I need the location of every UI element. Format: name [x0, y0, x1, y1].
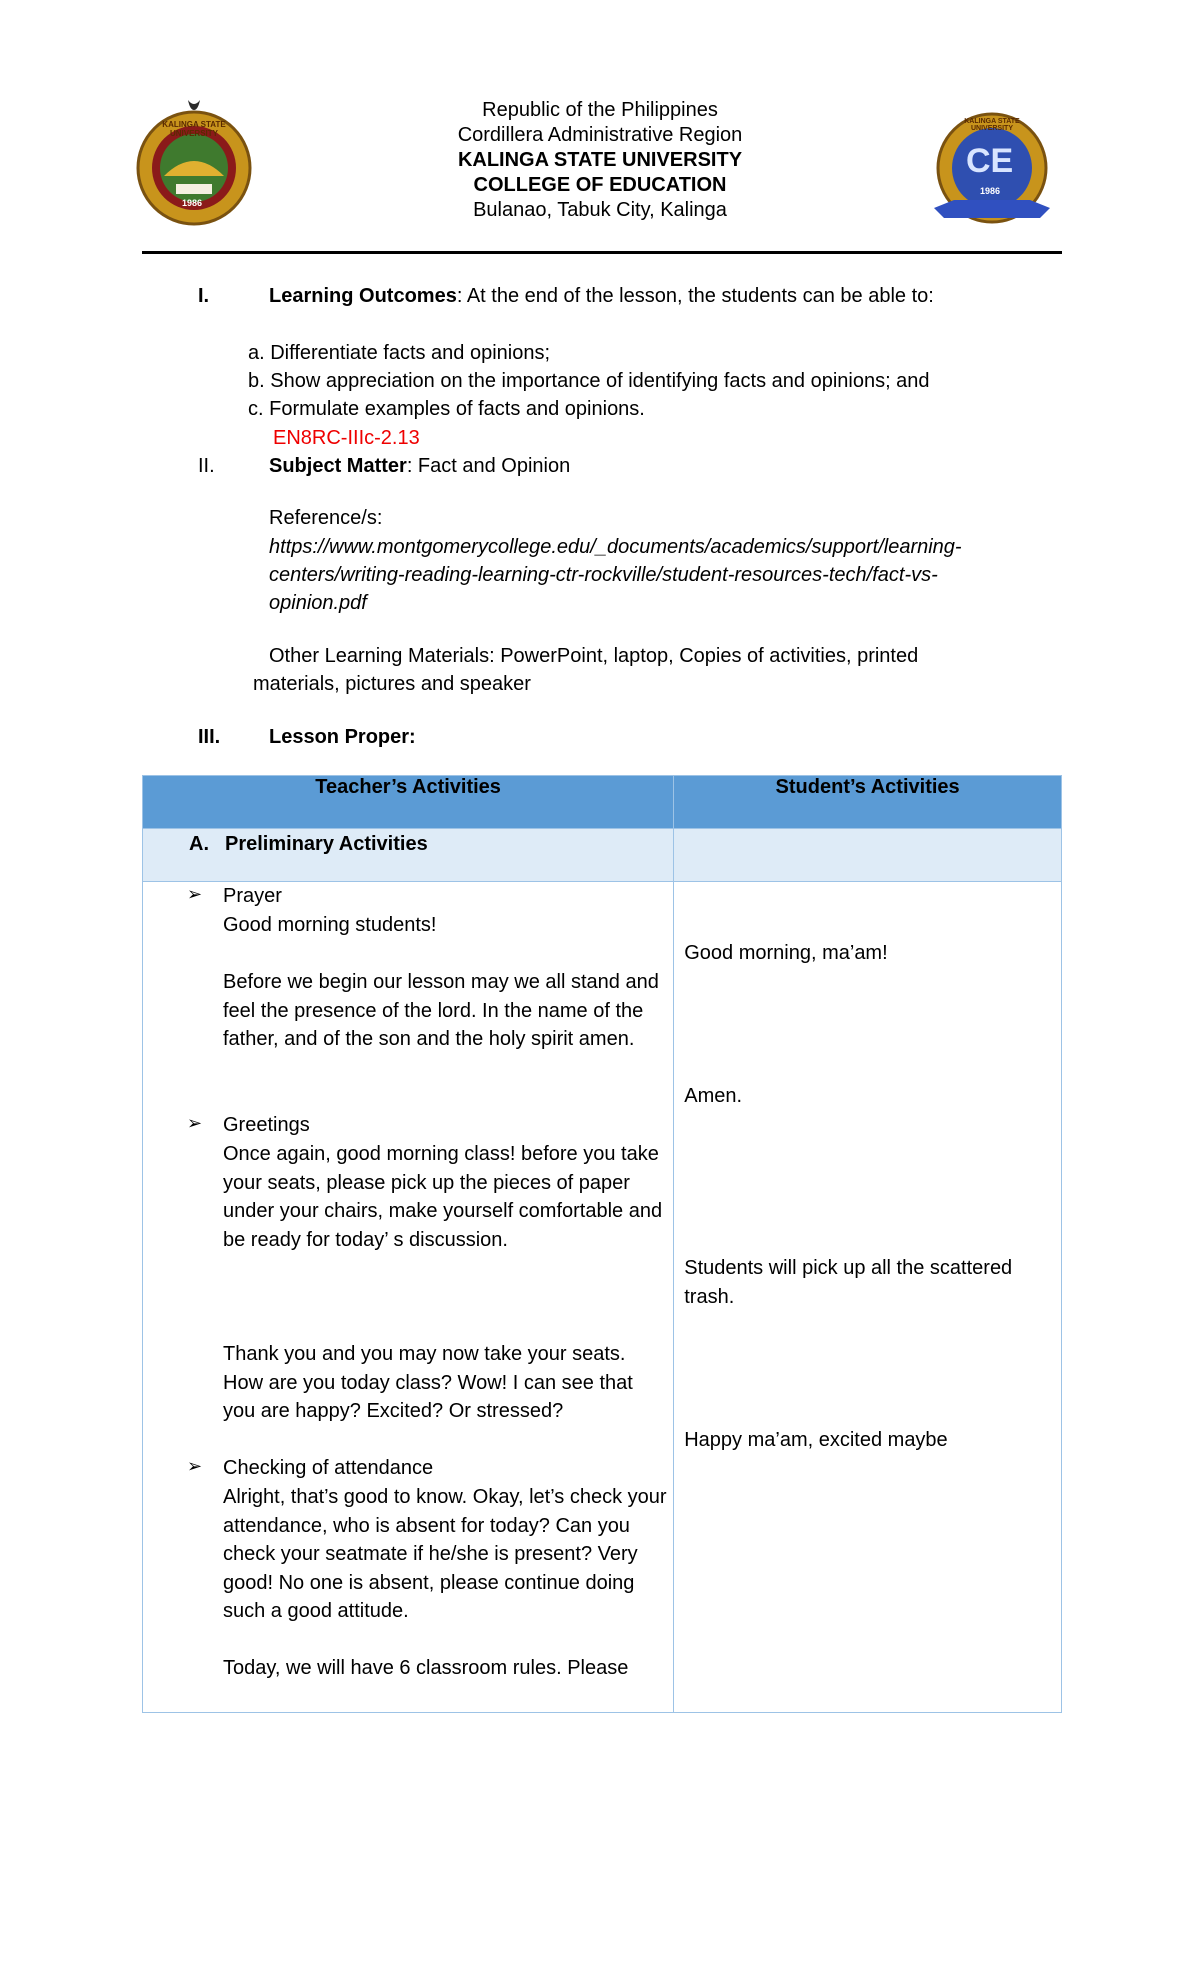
attendance-title: Checking of attendance	[223, 1457, 434, 1479]
attendance-text: Alright, that’s good to know. Okay, let’s check your attendance, who is absent for today? Can you check your seatmate if he/she is present? Very good! No one is absent, please continue doing such a good attitude.	[223, 1486, 667, 1623]
student-response-3: Students will pick up all the scattered trash.	[684, 1257, 1013, 1308]
thanks-text: Thank you and you may now take your seats. How are you today class? Wow! I can see that you are happy? Excited? Or stressed?	[223, 1343, 633, 1423]
reference-label: Reference/s:	[269, 507, 383, 529]
greetings-text: Once again, good morning class! before you take your seats, please pick up the pieces of paper under your chairs, make yourself comfortable and be ready for today’ s discussion.	[223, 1143, 663, 1251]
prayer-text: Before we begin our lesson may we all stand and feel the presence of the lord. In the name of the father, and of the son and the holy spirit amen.	[223, 971, 659, 1051]
reference-line-3: opinion.pdf	[269, 592, 367, 614]
student-response-2: Amen.	[684, 1085, 743, 1107]
reference-line-2: centers/writing-reading-learning-ctr-rockville/student-resources-tech/fact-vs-	[269, 564, 938, 586]
student-response-1: Good morning, ma’am!	[684, 942, 888, 964]
preliminary-student-cell	[674, 829, 1062, 882]
outcome-a: a. Differentiate facts and opinions;	[248, 342, 551, 364]
document-header	[300, 98, 900, 223]
section2-numeral: II.	[198, 455, 215, 477]
bullet-attendance-icon: ➢	[187, 1456, 203, 1476]
header-college: COLLEGE OF EDUCATION	[473, 174, 727, 196]
bullet-prayer-icon: ➢	[187, 884, 203, 904]
rules-text: Today, we will have 6 classroom rules. Please	[223, 1657, 629, 1679]
prayer-greeting: Good morning students!	[223, 914, 437, 936]
college-of-education-logo	[930, 112, 1054, 230]
right-logo-text: KALINGA STATE UNIVERSITY	[964, 118, 1020, 132]
section1-numeral: I.	[198, 285, 210, 307]
teacher-column-header: Teacher’s Activities	[143, 776, 674, 829]
outcome-b: b. Show appreciation on the importance of identifying facts and opinions; and	[248, 370, 930, 392]
greetings-title: Greetings	[223, 1114, 310, 1136]
bullet-greetings-icon: ➢	[187, 1113, 203, 1133]
header-address: Bulanao, Tabuk City, Kalinga	[473, 199, 727, 221]
header-divider	[142, 251, 1062, 254]
activities-row	[143, 882, 1062, 1713]
preliminary-heading	[143, 829, 674, 882]
section2-subject: : Fact and Opinion	[406, 455, 571, 477]
right-logo-mark: CE	[966, 142, 1014, 180]
preliminary-row	[143, 829, 1062, 882]
reference-line-1: https://www.montgomerycollege.edu/_documents/academics/support/learning-	[269, 536, 962, 558]
competency-code: EN8RC-IIIc-2.13	[273, 427, 420, 449]
section3-title: Lesson Proper:	[269, 726, 416, 748]
section1-intro: : At the end of the lesson, the students can be able to:	[456, 285, 934, 307]
section3-numeral: III.	[198, 726, 221, 748]
outcome-c: c. Formulate examples of facts and opinions.	[248, 398, 645, 420]
student-column-header: Student’s Activities	[674, 776, 1062, 829]
materials-line-1: Other Learning Materials: PowerPoint, laptop, Copies of activities, printed	[269, 645, 919, 667]
right-logo-year: 1986	[980, 186, 1001, 196]
student-activities-cell	[674, 882, 1062, 1713]
ksu-seal-logo	[120, 96, 268, 228]
lesson-proper-table	[142, 775, 1062, 1713]
header-republic: Republic of the Philippines	[482, 99, 718, 121]
table-header-row	[143, 776, 1062, 829]
prayer-title: Prayer	[223, 885, 282, 907]
section2-title: Subject Matter	[269, 455, 407, 477]
section1-title: Learning Outcomes	[269, 285, 457, 307]
header-university: KALINGA STATE UNIVERSITY	[457, 149, 743, 171]
left-logo-year: 1986	[182, 198, 203, 208]
section2-heading	[269, 452, 570, 480]
preliminary-title: Preliminary Activities	[225, 833, 428, 855]
section1-heading	[269, 282, 1049, 310]
header-region: Cordillera Administrative Region	[457, 124, 743, 146]
preliminary-letter: A.	[189, 833, 209, 855]
teacher-activities-cell	[143, 882, 674, 1713]
student-response-4: Happy ma’am, excited maybe	[684, 1429, 948, 1451]
left-logo-text: KALINGA STATE UNIVERSITY	[162, 120, 226, 138]
materials-line-2: materials, pictures and speaker	[253, 673, 531, 695]
